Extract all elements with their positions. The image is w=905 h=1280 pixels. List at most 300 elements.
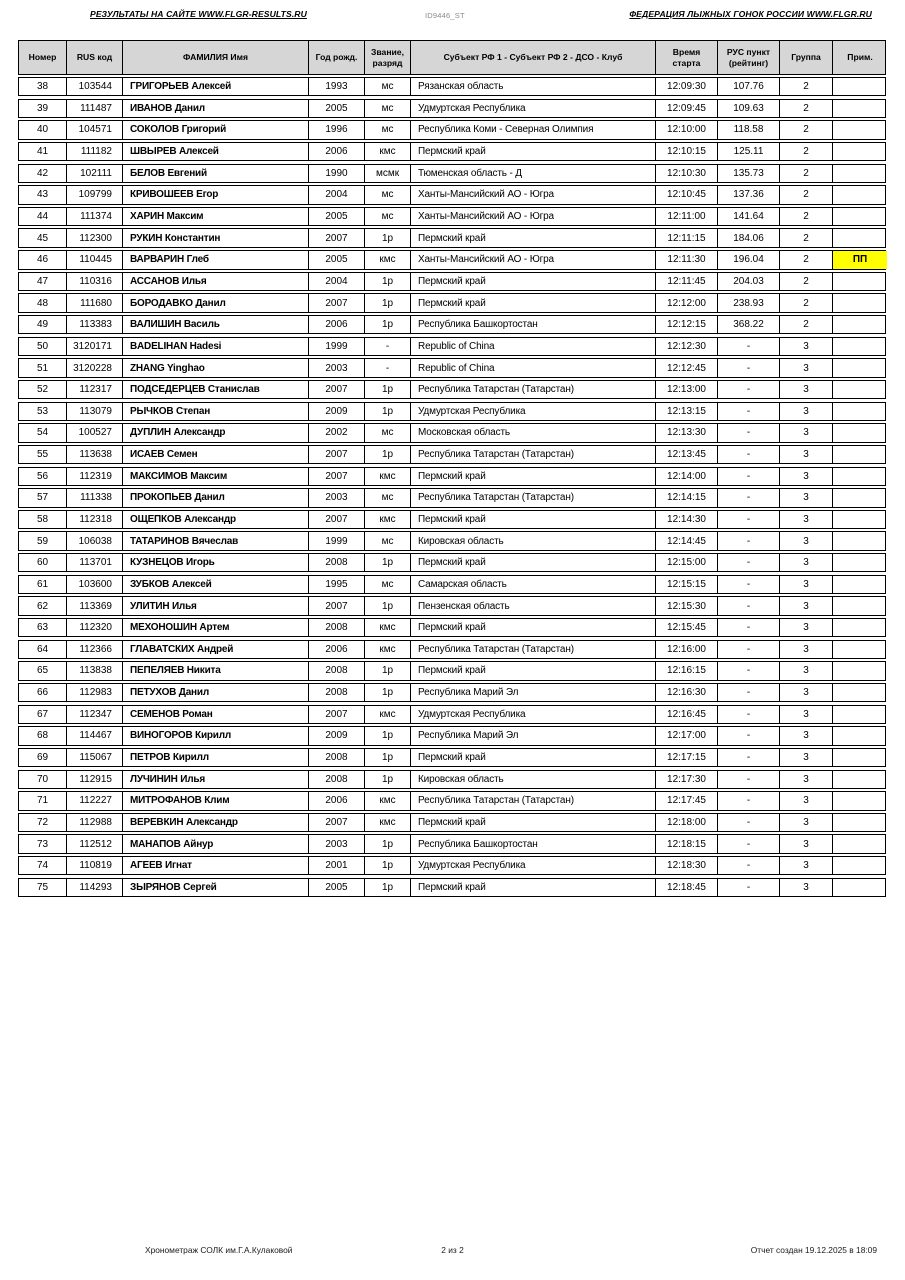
note-cell (833, 532, 887, 549)
bib-number-cell: 46 (19, 251, 67, 268)
birth-year-cell: 2007 (309, 706, 365, 723)
rating-cell: - (718, 381, 780, 398)
bib-number-cell: 48 (19, 294, 67, 311)
athlete-name-cell: БЕЛОВ Евгений (123, 165, 309, 182)
table-row (18, 120, 886, 139)
rus-code-cell: 115067 (67, 749, 123, 766)
table-row (18, 402, 886, 421)
start-time-cell: 12:10:15 (656, 143, 718, 160)
rus-code-cell: 112915 (67, 771, 123, 788)
birth-year-cell: 2007 (309, 814, 365, 831)
region-club-cell: Пермский край (411, 511, 656, 528)
athlete-name-cell: ИВАНОВ Данил (123, 100, 309, 117)
region-club-cell: Пермский край (411, 749, 656, 766)
athlete-name-cell: ПЕПЕЛЯЕВ Никита (123, 662, 309, 679)
note-cell (833, 835, 887, 852)
col-header-year: Год рожд. (309, 41, 365, 74)
group-cell: 2 (780, 229, 833, 246)
athlete-name-cell: БОРОДАВКО Данил (123, 294, 309, 311)
table-row (18, 596, 886, 615)
rank-cell: мс (365, 208, 411, 225)
group-cell: 3 (780, 359, 833, 376)
table-row (18, 640, 886, 659)
rus-code-cell: 3120228 (67, 359, 123, 376)
athlete-name-cell: РУКИН Константин (123, 229, 309, 246)
region-club-cell: Московская область (411, 424, 656, 441)
note-cell (833, 792, 887, 809)
table-row (18, 488, 886, 507)
bib-number-cell: 61 (19, 576, 67, 593)
note-cell (833, 879, 887, 896)
note-cell (833, 424, 887, 441)
rating-cell: - (718, 446, 780, 463)
start-time-cell: 12:12:30 (656, 338, 718, 355)
start-time-cell: 12:12:15 (656, 316, 718, 333)
note-cell (833, 706, 887, 723)
region-club-cell: Республика Татарстан (Татарстан) (411, 641, 656, 658)
note-cell (833, 186, 887, 203)
start-time-cell: 12:10:00 (656, 121, 718, 138)
athlete-name-cell: ВЕРЕВКИН Александр (123, 814, 309, 831)
athlete-name-cell: ОЩЕПКОВ Александр (123, 511, 309, 528)
note-cell (833, 121, 887, 138)
bib-number-cell: 39 (19, 100, 67, 117)
col-header-rus-code: RUS код (67, 41, 123, 74)
region-club-cell: Пермский край (411, 273, 656, 290)
group-cell: 3 (780, 554, 833, 571)
start-time-cell: 12:16:45 (656, 706, 718, 723)
group-cell: 2 (780, 273, 833, 290)
group-cell: 2 (780, 143, 833, 160)
rank-cell: мс (365, 424, 411, 441)
rank-cell: кмс (365, 143, 411, 160)
athlete-name-cell: ПЕТРОВ Кирилл (123, 749, 309, 766)
table-row (18, 748, 886, 767)
athlete-name-cell: ЗУБКОВ Алексей (123, 576, 309, 593)
group-cell: 3 (780, 597, 833, 614)
rank-cell: кмс (365, 706, 411, 723)
table-row (18, 878, 886, 897)
rank-cell: 1р (365, 771, 411, 788)
group-cell: 3 (780, 857, 833, 874)
region-club-cell: Удмуртская Республика (411, 403, 656, 420)
group-cell: 3 (780, 576, 833, 593)
rus-code-cell: 3120171 (67, 338, 123, 355)
birth-year-cell: 2006 (309, 792, 365, 809)
note-cell (833, 165, 887, 182)
bib-number-cell: 69 (19, 749, 67, 766)
rank-cell: мс (365, 78, 411, 95)
athlete-name-cell: ШВЫРЕВ Алексей (123, 143, 309, 160)
table-row (18, 142, 886, 161)
birth-year-cell: 2006 (309, 641, 365, 658)
athlete-name-cell: ВАРВАРИН Глеб (123, 251, 309, 268)
region-club-cell: Republic of China (411, 338, 656, 355)
col-header-name: ФАМИЛИЯ Имя (123, 41, 309, 74)
birth-year-cell: 2005 (309, 251, 365, 268)
bib-number-cell: 71 (19, 792, 67, 809)
table-row (18, 661, 886, 680)
table-row (18, 770, 886, 789)
rus-code-cell: 113369 (67, 597, 123, 614)
group-cell: 3 (780, 814, 833, 831)
birth-year-cell: 2007 (309, 381, 365, 398)
rus-code-cell: 100527 (67, 424, 123, 441)
start-time-cell: 12:17:15 (656, 749, 718, 766)
rank-cell: мс (365, 100, 411, 117)
table-body (18, 77, 886, 897)
athlete-name-cell: ПРОКОПЬЕВ Данил (123, 489, 309, 506)
table-row (18, 726, 886, 745)
table-row (18, 510, 886, 529)
bib-number-cell: 64 (19, 641, 67, 658)
table-row (18, 683, 886, 702)
rating-cell: - (718, 489, 780, 506)
start-time-cell: 12:16:00 (656, 641, 718, 658)
rus-code-cell: 111680 (67, 294, 123, 311)
start-time-cell: 12:18:00 (656, 814, 718, 831)
start-time-cell: 12:11:00 (656, 208, 718, 225)
athlete-name-cell: ХАРИН Максим (123, 208, 309, 225)
col-header-rank: Звание, разряд (365, 41, 411, 74)
birth-year-cell: 2005 (309, 100, 365, 117)
group-cell: 2 (780, 100, 833, 117)
rus-code-cell: 103544 (67, 78, 123, 95)
region-club-cell: Пермский край (411, 662, 656, 679)
start-time-cell: 12:09:45 (656, 100, 718, 117)
bib-number-cell: 68 (19, 727, 67, 744)
note-cell (833, 208, 887, 225)
rank-cell: мсмк (365, 165, 411, 182)
bib-number-cell: 41 (19, 143, 67, 160)
rating-cell: - (718, 619, 780, 636)
birth-year-cell: 2007 (309, 229, 365, 246)
rating-cell: 135.73 (718, 165, 780, 182)
rank-cell: 1р (365, 857, 411, 874)
table-row (18, 315, 886, 334)
birth-year-cell: 1993 (309, 78, 365, 95)
bib-number-cell: 56 (19, 468, 67, 485)
note-cell (833, 511, 887, 528)
region-club-cell: Пензенская область (411, 597, 656, 614)
rating-cell: - (718, 879, 780, 896)
rank-cell: 1р (365, 597, 411, 614)
bib-number-cell: 47 (19, 273, 67, 290)
region-club-cell: Пермский край (411, 554, 656, 571)
start-time-cell: 12:18:45 (656, 879, 718, 896)
athlete-name-cell: СЕМЕНОВ Роман (123, 706, 309, 723)
rank-cell: 1р (365, 446, 411, 463)
region-club-cell: Кировская область (411, 532, 656, 549)
region-club-cell: Республика Татарстан (Татарстан) (411, 792, 656, 809)
rating-cell: - (718, 662, 780, 679)
rus-code-cell: 103600 (67, 576, 123, 593)
group-cell: 2 (780, 78, 833, 95)
rating-cell: - (718, 792, 780, 809)
region-club-cell: Республика Татарстан (Татарстан) (411, 381, 656, 398)
start-time-cell: 12:15:00 (656, 554, 718, 571)
rating-cell: 137.36 (718, 186, 780, 203)
athlete-name-cell: ЗЫРЯНОВ Сергей (123, 879, 309, 896)
rus-code-cell: 113383 (67, 316, 123, 333)
federation-site-link: ФЕДЕРАЦИЯ ЛЫЖНЫХ ГОНОК РОССИИ WWW.FLGR.RU (629, 9, 872, 19)
bib-number-cell: 74 (19, 857, 67, 874)
note-cell (833, 143, 887, 160)
start-time-cell: 12:11:30 (656, 251, 718, 268)
rank-cell: 1р (365, 684, 411, 701)
region-club-cell: Удмуртская Республика (411, 857, 656, 874)
start-time-cell: 12:15:45 (656, 619, 718, 636)
rank-cell: кмс (365, 619, 411, 636)
group-cell: 2 (780, 186, 833, 203)
group-cell: 3 (780, 338, 833, 355)
start-time-cell: 12:14:45 (656, 532, 718, 549)
birth-year-cell: 2009 (309, 403, 365, 420)
bib-number-cell: 55 (19, 446, 67, 463)
col-header-start-time: Время старта (656, 41, 718, 74)
start-time-cell: 12:10:45 (656, 186, 718, 203)
start-time-cell: 12:17:30 (656, 771, 718, 788)
table-row (18, 856, 886, 875)
athlete-name-cell: ЛУЧИНИН Илья (123, 771, 309, 788)
rus-code-cell: 113701 (67, 554, 123, 571)
rating-cell: - (718, 814, 780, 831)
bib-number-cell: 63 (19, 619, 67, 636)
rank-cell: мс (365, 576, 411, 593)
rus-code-cell: 112988 (67, 814, 123, 831)
athlete-name-cell: ТАТАРИНОВ Вячеслав (123, 532, 309, 549)
rus-code-cell: 112320 (67, 619, 123, 636)
rating-cell: - (718, 641, 780, 658)
rus-code-cell: 104571 (67, 121, 123, 138)
rating-cell: 196.04 (718, 251, 780, 268)
group-cell: 3 (780, 792, 833, 809)
region-club-cell: Пермский край (411, 143, 656, 160)
group-cell: 3 (780, 511, 833, 528)
bib-number-cell: 72 (19, 814, 67, 831)
table-row (18, 228, 886, 247)
region-club-cell: Пермский край (411, 879, 656, 896)
birth-year-cell: 2008 (309, 662, 365, 679)
rating-cell: - (718, 403, 780, 420)
rus-code-cell: 112347 (67, 706, 123, 723)
group-cell: 2 (780, 251, 833, 268)
rus-code-cell: 112512 (67, 835, 123, 852)
rating-cell: - (718, 576, 780, 593)
col-header-region: Субъект РФ 1 - Субъект РФ 2 - ДСО - Клуб (411, 41, 656, 74)
bib-number-cell: 62 (19, 597, 67, 614)
table-row (18, 99, 886, 118)
athlete-name-cell: КРИВОШЕЕВ Егор (123, 186, 309, 203)
region-club-cell: Кировская область (411, 771, 656, 788)
athlete-name-cell: АССАНОВ Илья (123, 273, 309, 290)
rating-cell: 107.76 (718, 78, 780, 95)
note-cell (833, 597, 887, 614)
note-cell (833, 662, 887, 679)
region-club-cell: Республика Коми - Северная Олимпия (411, 121, 656, 138)
rating-cell: - (718, 554, 780, 571)
birth-year-cell: 1999 (309, 338, 365, 355)
birth-year-cell: 2008 (309, 771, 365, 788)
group-cell: 2 (780, 316, 833, 333)
birth-year-cell: 1996 (309, 121, 365, 138)
rus-code-cell: 111338 (67, 489, 123, 506)
table-row (18, 337, 886, 356)
start-time-cell: 12:18:15 (656, 835, 718, 852)
athlete-name-cell: ПОДСЕДЕРЦЕВ Станислав (123, 381, 309, 398)
rus-code-cell: 112318 (67, 511, 123, 528)
group-cell: 3 (780, 727, 833, 744)
rank-cell: - (365, 359, 411, 376)
col-header-number: Номер (19, 41, 67, 74)
birth-year-cell: 2005 (309, 208, 365, 225)
rating-cell: 141.64 (718, 208, 780, 225)
group-cell: 3 (780, 684, 833, 701)
rank-cell: 1р (365, 749, 411, 766)
athlete-name-cell: ВАЛИШИН Василь (123, 316, 309, 333)
rank-cell: мс (365, 532, 411, 549)
athlete-name-cell: ДУПЛИН Александр (123, 424, 309, 441)
rating-cell: - (718, 532, 780, 549)
note-cell (833, 468, 887, 485)
table-row (18, 293, 886, 312)
rating-cell: - (718, 597, 780, 614)
rus-code-cell: 111374 (67, 208, 123, 225)
birth-year-cell: 2007 (309, 446, 365, 463)
rating-cell: - (718, 468, 780, 485)
start-time-cell: 12:14:00 (656, 468, 718, 485)
athlete-name-cell: КУЗНЕЦОВ Игорь (123, 554, 309, 571)
birth-year-cell: 2006 (309, 316, 365, 333)
start-time-cell: 12:12:45 (656, 359, 718, 376)
rus-code-cell: 106038 (67, 532, 123, 549)
rating-cell: 184.06 (718, 229, 780, 246)
rank-cell: 1р (365, 273, 411, 290)
table-row (18, 423, 886, 442)
start-time-cell: 12:15:30 (656, 597, 718, 614)
start-time-cell: 12:14:30 (656, 511, 718, 528)
note-cell (833, 446, 887, 463)
rating-cell: - (718, 706, 780, 723)
region-club-cell: Пермский край (411, 294, 656, 311)
table-row (18, 207, 886, 226)
start-time-cell: 12:16:30 (656, 684, 718, 701)
rus-code-cell: 114293 (67, 879, 123, 896)
table-header-row (18, 40, 886, 75)
note-cell (833, 554, 887, 571)
rank-cell: кмс (365, 641, 411, 658)
bib-number-cell: 54 (19, 424, 67, 441)
birth-year-cell: 2008 (309, 619, 365, 636)
region-club-cell: Республика Башкортостан (411, 316, 656, 333)
start-time-cell: 12:13:15 (656, 403, 718, 420)
bib-number-cell: 52 (19, 381, 67, 398)
rating-cell: 118.58 (718, 121, 780, 138)
birth-year-cell: 1999 (309, 532, 365, 549)
rating-cell: - (718, 857, 780, 874)
rank-cell: мс (365, 186, 411, 203)
bib-number-cell: 51 (19, 359, 67, 376)
bib-number-cell: 60 (19, 554, 67, 571)
note-cell (833, 78, 887, 95)
note-cell (833, 316, 887, 333)
rus-code-cell: 112366 (67, 641, 123, 658)
table-row (18, 185, 886, 204)
bib-number-cell: 53 (19, 403, 67, 420)
region-club-cell: Удмуртская Республика (411, 706, 656, 723)
rating-cell: - (718, 338, 780, 355)
rus-code-cell: 113838 (67, 662, 123, 679)
birth-year-cell: 2001 (309, 857, 365, 874)
bib-number-cell: 59 (19, 532, 67, 549)
bib-number-cell: 42 (19, 165, 67, 182)
rus-code-cell: 112319 (67, 468, 123, 485)
region-club-cell: Республика Марий Эл (411, 727, 656, 744)
rank-cell: 1р (365, 879, 411, 896)
bib-number-cell: 67 (19, 706, 67, 723)
rank-cell: кмс (365, 792, 411, 809)
rank-cell: - (365, 338, 411, 355)
rating-cell: - (718, 511, 780, 528)
athlete-name-cell: BADELIHAN Hadesi (123, 338, 309, 355)
table-row (18, 358, 886, 377)
rank-cell: 1р (365, 229, 411, 246)
rating-cell: 125.11 (718, 143, 780, 160)
rus-code-cell: 113638 (67, 446, 123, 463)
rating-cell: 109.63 (718, 100, 780, 117)
bib-number-cell: 43 (19, 186, 67, 203)
table-row (18, 467, 886, 486)
birth-year-cell: 2009 (309, 727, 365, 744)
birth-year-cell: 2004 (309, 186, 365, 203)
group-cell: 3 (780, 468, 833, 485)
rank-cell: 1р (365, 727, 411, 744)
rank-cell: 1р (365, 403, 411, 420)
note-cell (833, 100, 887, 117)
group-cell: 3 (780, 835, 833, 852)
table-row (18, 705, 886, 724)
athlete-name-cell: ИСАЕВ Семен (123, 446, 309, 463)
athlete-name-cell: ВИНОГОРОВ Кирилл (123, 727, 309, 744)
birth-year-cell: 2005 (309, 879, 365, 896)
birth-year-cell: 2004 (309, 273, 365, 290)
region-club-cell: Тюменская область - Д (411, 165, 656, 182)
col-header-rating: РУС пункт (рейтинг) (718, 41, 780, 74)
start-time-cell: 12:15:15 (656, 576, 718, 593)
note-cell (833, 814, 887, 831)
athlete-name-cell: МАКСИМОВ Максим (123, 468, 309, 485)
athlete-name-cell: РЫЧКОВ Степан (123, 403, 309, 420)
timing-credit: Хронометраж СОЛК им.Г.А.Кулаковой (145, 1245, 293, 1255)
table-row (18, 618, 886, 637)
note-cell (833, 576, 887, 593)
bib-number-cell: 75 (19, 879, 67, 896)
rus-code-cell: 111487 (67, 100, 123, 117)
rank-cell: кмс (365, 814, 411, 831)
note-cell (833, 619, 887, 636)
rank-cell: 1р (365, 835, 411, 852)
group-cell: 2 (780, 121, 833, 138)
athlete-name-cell: ГЛАВАТСКИХ Андрей (123, 641, 309, 658)
region-club-cell: Самарская область (411, 576, 656, 593)
rank-cell: 1р (365, 554, 411, 571)
start-time-cell: 12:09:30 (656, 78, 718, 95)
table-row (18, 834, 886, 853)
rank-cell: мс (365, 489, 411, 506)
table-row (18, 445, 886, 464)
group-cell: 3 (780, 771, 833, 788)
start-time-cell: 12:17:00 (656, 727, 718, 744)
